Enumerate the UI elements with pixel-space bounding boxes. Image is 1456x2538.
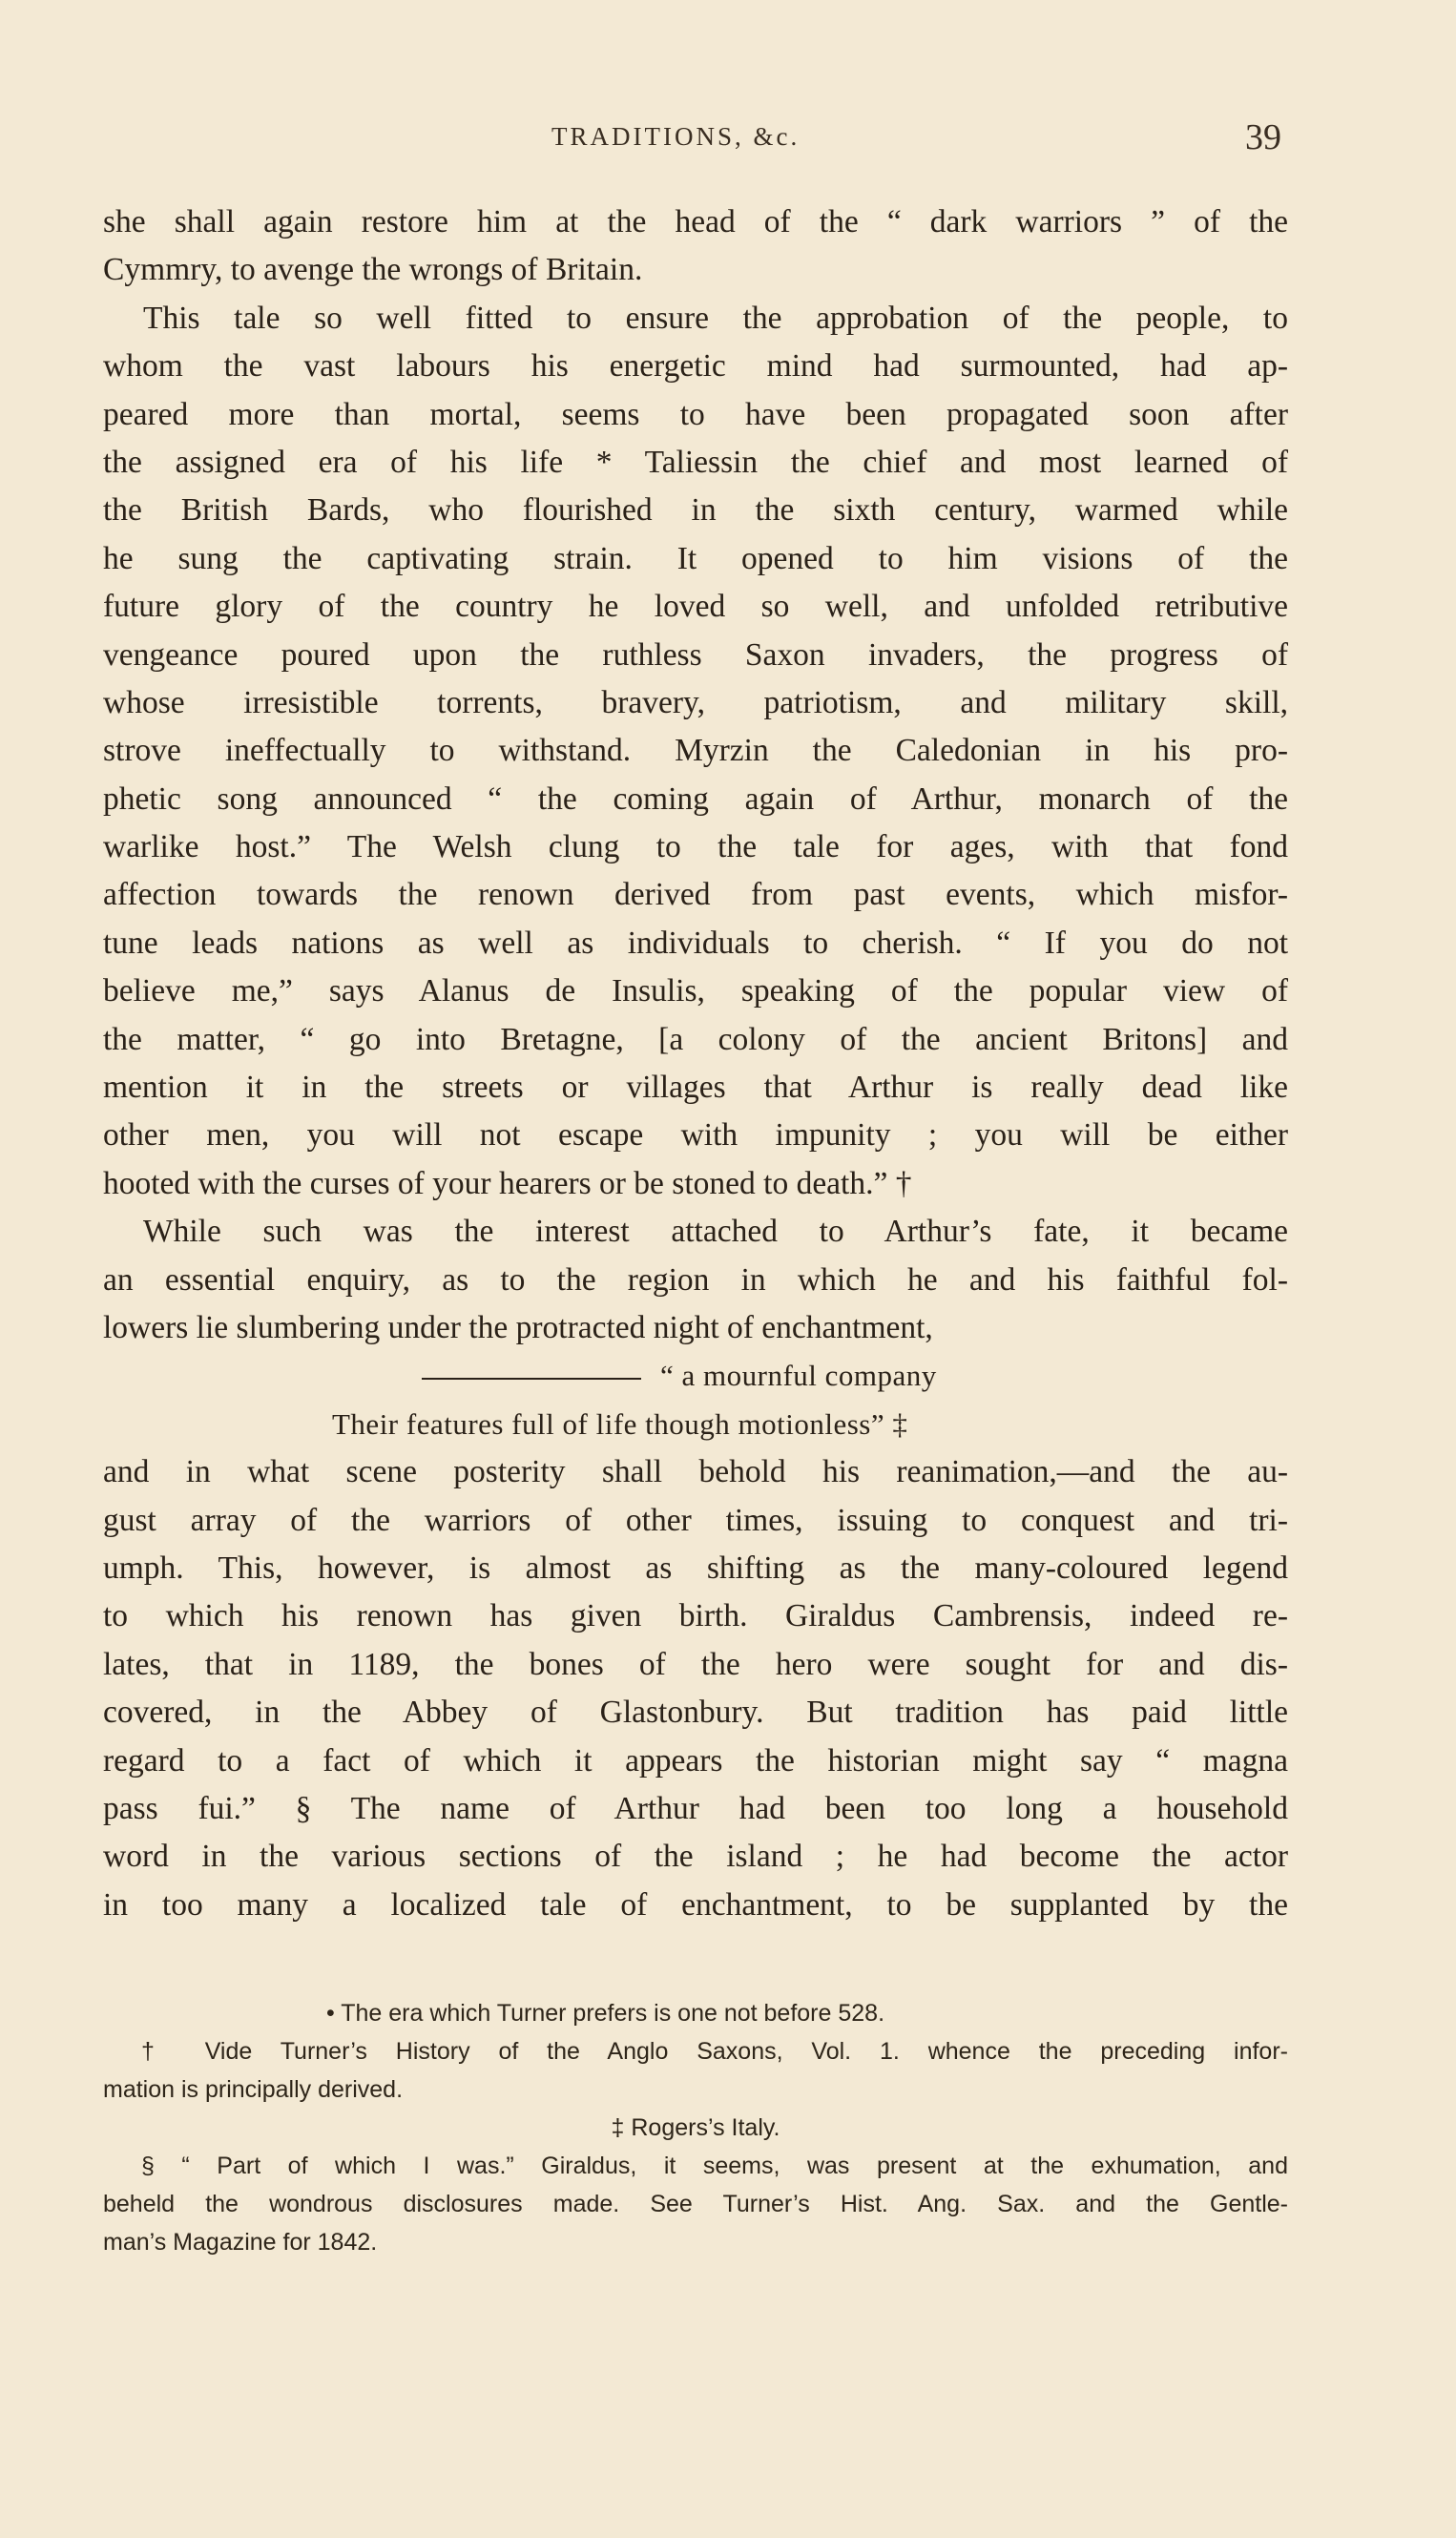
text-line: whom the vast labours his energetic mind had surmounted, had ap- [103, 348, 1288, 385]
text-line: word in the various sections of the island ; he had become the actor [103, 1839, 1288, 1875]
footnote-line: mation is principally derived. [103, 2076, 404, 2103]
text-line: he sung the captivating strain. It opened to him visions of the [103, 540, 1288, 576]
text-line: warlike host.” The Welsh clung to the tale for ages, with that fond [103, 829, 1288, 865]
text-line [103, 1352, 1288, 1400]
text-line: believe me,” says Alanus de Insulis, speaking of the popular view of [103, 973, 1288, 1009]
text-line: While such was the interest attached to Arthur’s fate, it became [143, 1214, 1288, 1250]
body-text [103, 198, 1288, 1929]
text-line: gust array of the warriors of other times, issuing to conquest and tri- [103, 1502, 1288, 1538]
text-line: other men, you will not escape with impunity ; you will be either [103, 1117, 1288, 1154]
text-line: in too many a localized tale of enchantment, to be supplanted by the [103, 1886, 1288, 1923]
page-number: 39 [1245, 117, 1281, 157]
text-line: phetic song announced “ the coming again of Arthur, monarch of the [103, 780, 1288, 817]
text-line: lates, that in 1189, the bones of the hero were sought for and dis- [103, 1646, 1288, 1682]
text-line: an essential enquiry, as to the region in which he and his faithful fol- [103, 1261, 1288, 1298]
text-line: Their features full of life though motionless” ‡ [332, 1406, 908, 1441]
page-header [0, 117, 1456, 170]
text-line: Cymmry, to avenge the wrongs of Britain. [103, 252, 643, 288]
text-line: pass fui.” § The name of Arthur had been too long a household [103, 1790, 1288, 1826]
footnote-line: ‡ Rogers’s Italy. [611, 2114, 780, 2141]
text-line: covered, in the Abbey of Glastonbury. But tradition has paid little [103, 1695, 1288, 1731]
text-line: peared more than mortal, seems to have been propagated soon after [103, 396, 1288, 432]
text-line: mention it in the streets or villages that Arthur is really dead like [103, 1070, 1288, 1106]
text-line: hooted with the curses of your hearers or be stoned to death.” † [103, 1165, 912, 1201]
text-line: the assigned era of his life * Taliessin the chief and most learned of [103, 444, 1288, 480]
text-line: vengeance poured upon the ruthless Saxon invaders, the progress of [103, 636, 1288, 673]
text-line: tune leads nations as well as individuals to cherish. “ If you do not [103, 925, 1288, 961]
footnotes [103, 1994, 1288, 2261]
text-line: umph. This, however, is almost as shifting as the many-coloured legend [103, 1550, 1288, 1586]
footnote-line: § “ Part of which I was.” Giraldus, it seems, was present at the exhumation, and [141, 2153, 1288, 2179]
footnote-line: • The era which Turner prefers is one not before 528. [326, 2000, 885, 2027]
text-line: This tale so well fitted to ensure the approbation of the people, to [143, 300, 1288, 336]
text-line: the matter, “ go into Bretagne, [a colony of the ancient Britons] and [103, 1021, 1288, 1057]
running-head: TRADITIONS, &c. [551, 122, 801, 151]
text-line: to which his renown has given birth. Giraldus Cambrensis, indeed re- [103, 1598, 1288, 1634]
text-line: the British Bards, who flourished in the sixth century, warmed while [103, 492, 1288, 529]
text-line: strove ineffectually to withstand. Myrzin the Caledonian in his pro- [103, 733, 1288, 769]
verse-text: “ a mournful company [660, 1359, 937, 1393]
footnote-line: beheld the wondrous disclosures made. See Turner’s Hist. Ang. Sax. and the Gentle- [103, 2191, 1288, 2217]
footnote-line: man’s Magazine for 1842. [103, 2229, 378, 2256]
footnote-line: † Vide Turner’s History of the Anglo Saxons, Vol. 1. whence the preceding infor- [141, 2038, 1288, 2065]
text-line: affection towards the renown derived from past events, which misfor- [103, 877, 1288, 913]
text-line: lowers lie slumbering under the protracted night of enchantment, [103, 1309, 933, 1345]
text-line: whose irresistible torrents, bravery, patriotism, and military skill, [103, 684, 1288, 720]
text-line: future glory of the country he loved so well, and unfolded retributive [103, 589, 1288, 625]
text-line: regard to a fact of which it appears the historian might say “ magna [103, 1742, 1288, 1779]
text-line: she shall again restore him at the head of the “ dark warriors ” of the [103, 204, 1288, 239]
text-line: and in what scene posterity shall behold his reanimation,—and the au- [103, 1454, 1288, 1490]
verse-rule [422, 1378, 641, 1380]
